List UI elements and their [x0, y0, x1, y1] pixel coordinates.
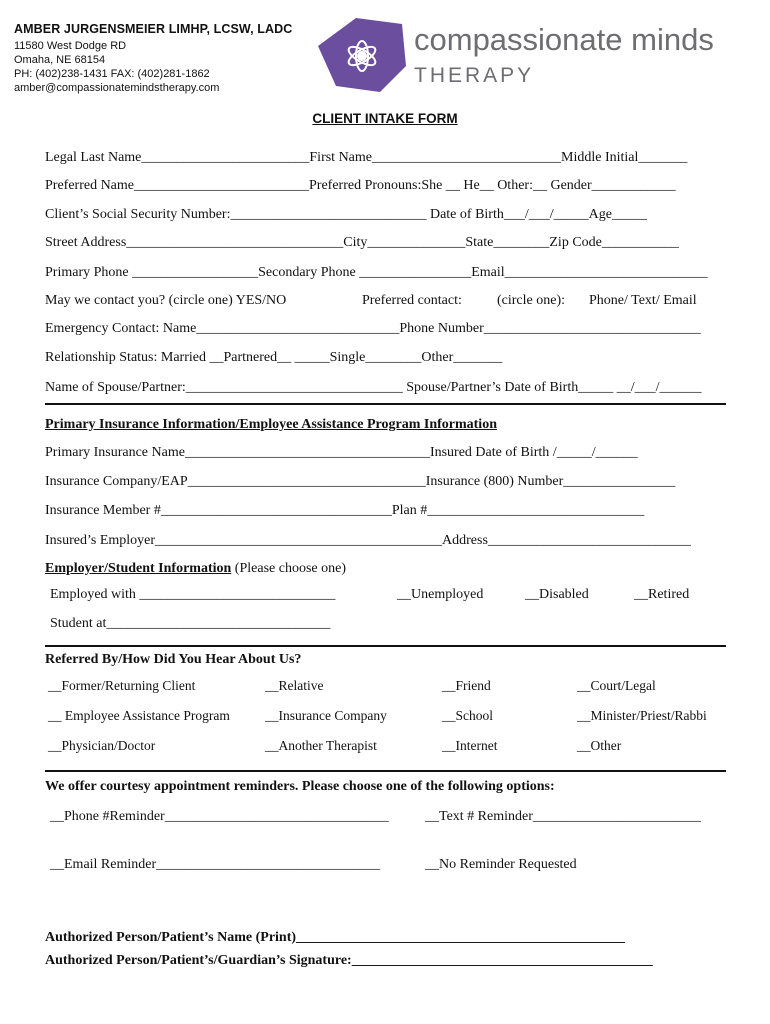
insured-employer-row[interactable]: Insured’s Employer_________________________________________Address_____________________________: [45, 533, 691, 548]
divider: [45, 645, 726, 647]
referral-option[interactable]: __Insurance Company: [265, 708, 387, 723]
practice-logo: [318, 16, 714, 96]
insurance-company-row[interactable]: Insurance Company/EAP__________________________________Insurance (800) Number________________: [45, 474, 676, 489]
employed-with-field[interactable]: Employed with ____________________________: [50, 587, 336, 602]
referral-option[interactable]: __Former/Returning Client: [48, 678, 196, 693]
retired-option[interactable]: __Retired: [634, 587, 690, 602]
phone-reminder-option[interactable]: __Phone #Reminder________________________________: [50, 809, 389, 824]
divider: [45, 403, 726, 405]
ssn-dob-row[interactable]: Client’s Social Security Number:____________________________ Date of Birth___/___/_____Age_____: [45, 207, 647, 222]
authorized-name-field[interactable]: Authorized Person/Patient’s Name (Print)_______________________________________________: [45, 930, 626, 945]
practitioner-name: AMBER JURGENSMEIER LIMHP, LCSW, LADC: [14, 22, 293, 36]
preferred-contact-label: Preferred contact:: [362, 293, 462, 308]
practice-header: [14, 22, 314, 95]
referral-option[interactable]: __Physician/Doctor: [48, 738, 156, 753]
contact-permission[interactable]: May we contact you? (circle one) YES/NO: [45, 293, 287, 308]
referral-option[interactable]: __Court/Legal: [577, 678, 656, 693]
insurance-name-row[interactable]: Primary Insurance Name___________________________________Insured Date of Birth /_____/______: [45, 445, 638, 460]
flower-hexagon-icon: [318, 16, 714, 96]
form-title: CLIENT INTAKE FORM: [312, 111, 458, 126]
email-address: amber@compassionatemindstherapy.com: [14, 82, 220, 94]
text-reminder-option[interactable]: __Text # Reminder________________________: [425, 809, 701, 824]
address-row[interactable]: Street Address_______________________________City______________State________Zip Code___________: [45, 235, 679, 250]
relationship-status-row[interactable]: Relationship Status: Married __Partnered__ _____Single________Other_______: [45, 350, 503, 365]
phone-email-row[interactable]: Primary Phone __________________Secondary Phone ________________Email_____________________________: [45, 265, 708, 280]
emergency-contact-row[interactable]: Emergency Contact: Name_____________________________Phone Number_______________________________: [45, 321, 701, 336]
referral-option[interactable]: __Minister/Priest/Rabbi: [577, 708, 707, 723]
referral-option[interactable]: __Other: [577, 738, 622, 753]
referred-heading: Referred By/How Did You Hear About Us?: [45, 652, 302, 667]
referral-option[interactable]: __Relative: [265, 678, 324, 693]
unemployed-option[interactable]: __Unemployed: [397, 587, 484, 602]
no-reminder-option[interactable]: __No Reminder Requested: [425, 857, 577, 872]
referral-option[interactable]: __Internet: [442, 738, 498, 753]
address-line-1: 11580 West Dodge RD: [14, 40, 127, 52]
name-row[interactable]: Legal Last Name________________________First Name___________________________Middle Initial_______: [45, 150, 688, 165]
email-reminder-option[interactable]: __Email Reminder________________________________: [50, 857, 381, 872]
phone-fax: PH: (402)238-1431 FAX: (402)281-1862: [14, 68, 210, 80]
referral-option[interactable]: __School: [442, 708, 494, 723]
reminders-heading: We offer courtesy appointment reminders. Please choose one of the following options:: [45, 779, 555, 794]
divider: [45, 770, 726, 772]
signature-field[interactable]: Authorized Person/Patient’s/Guardian’s Signature:___________________________________________: [45, 953, 653, 968]
logo-name: compassionate minds: [414, 22, 714, 57]
insurance-heading: Primary Insurance Information/Employee Assistance Program Information: [45, 417, 497, 432]
spouse-row[interactable]: Name of Spouse/Partner:_______________________________ Spouse/Partner’s Date of Birth_____ __/___/______: [45, 380, 702, 395]
employer-heading: Employer/Student Information: [45, 561, 232, 576]
employer-note: (Please choose one): [231, 561, 346, 576]
circle-one-label: (circle one):: [497, 293, 566, 308]
logo-subtitle: THERAPY: [414, 64, 535, 87]
disabled-option[interactable]: __Disabled: [525, 587, 589, 602]
student-at-field[interactable]: Student at________________________________: [50, 616, 331, 631]
insurance-member-row[interactable]: Insurance Member #_________________________________Plan #_______________________________: [45, 503, 645, 518]
referral-option[interactable]: __Another Therapist: [265, 738, 377, 753]
referral-option[interactable]: __ Employee Assistance Program: [48, 708, 230, 723]
address-line-2: Omaha, NE 68154: [14, 54, 106, 66]
contact-method-options[interactable]: Phone/ Text/ Email: [589, 293, 697, 308]
pronouns-row[interactable]: Preferred Name_________________________Preferred Pronouns:She __ He__ Other:__ Gender____________: [45, 178, 676, 193]
referral-option[interactable]: __Friend: [442, 678, 491, 693]
